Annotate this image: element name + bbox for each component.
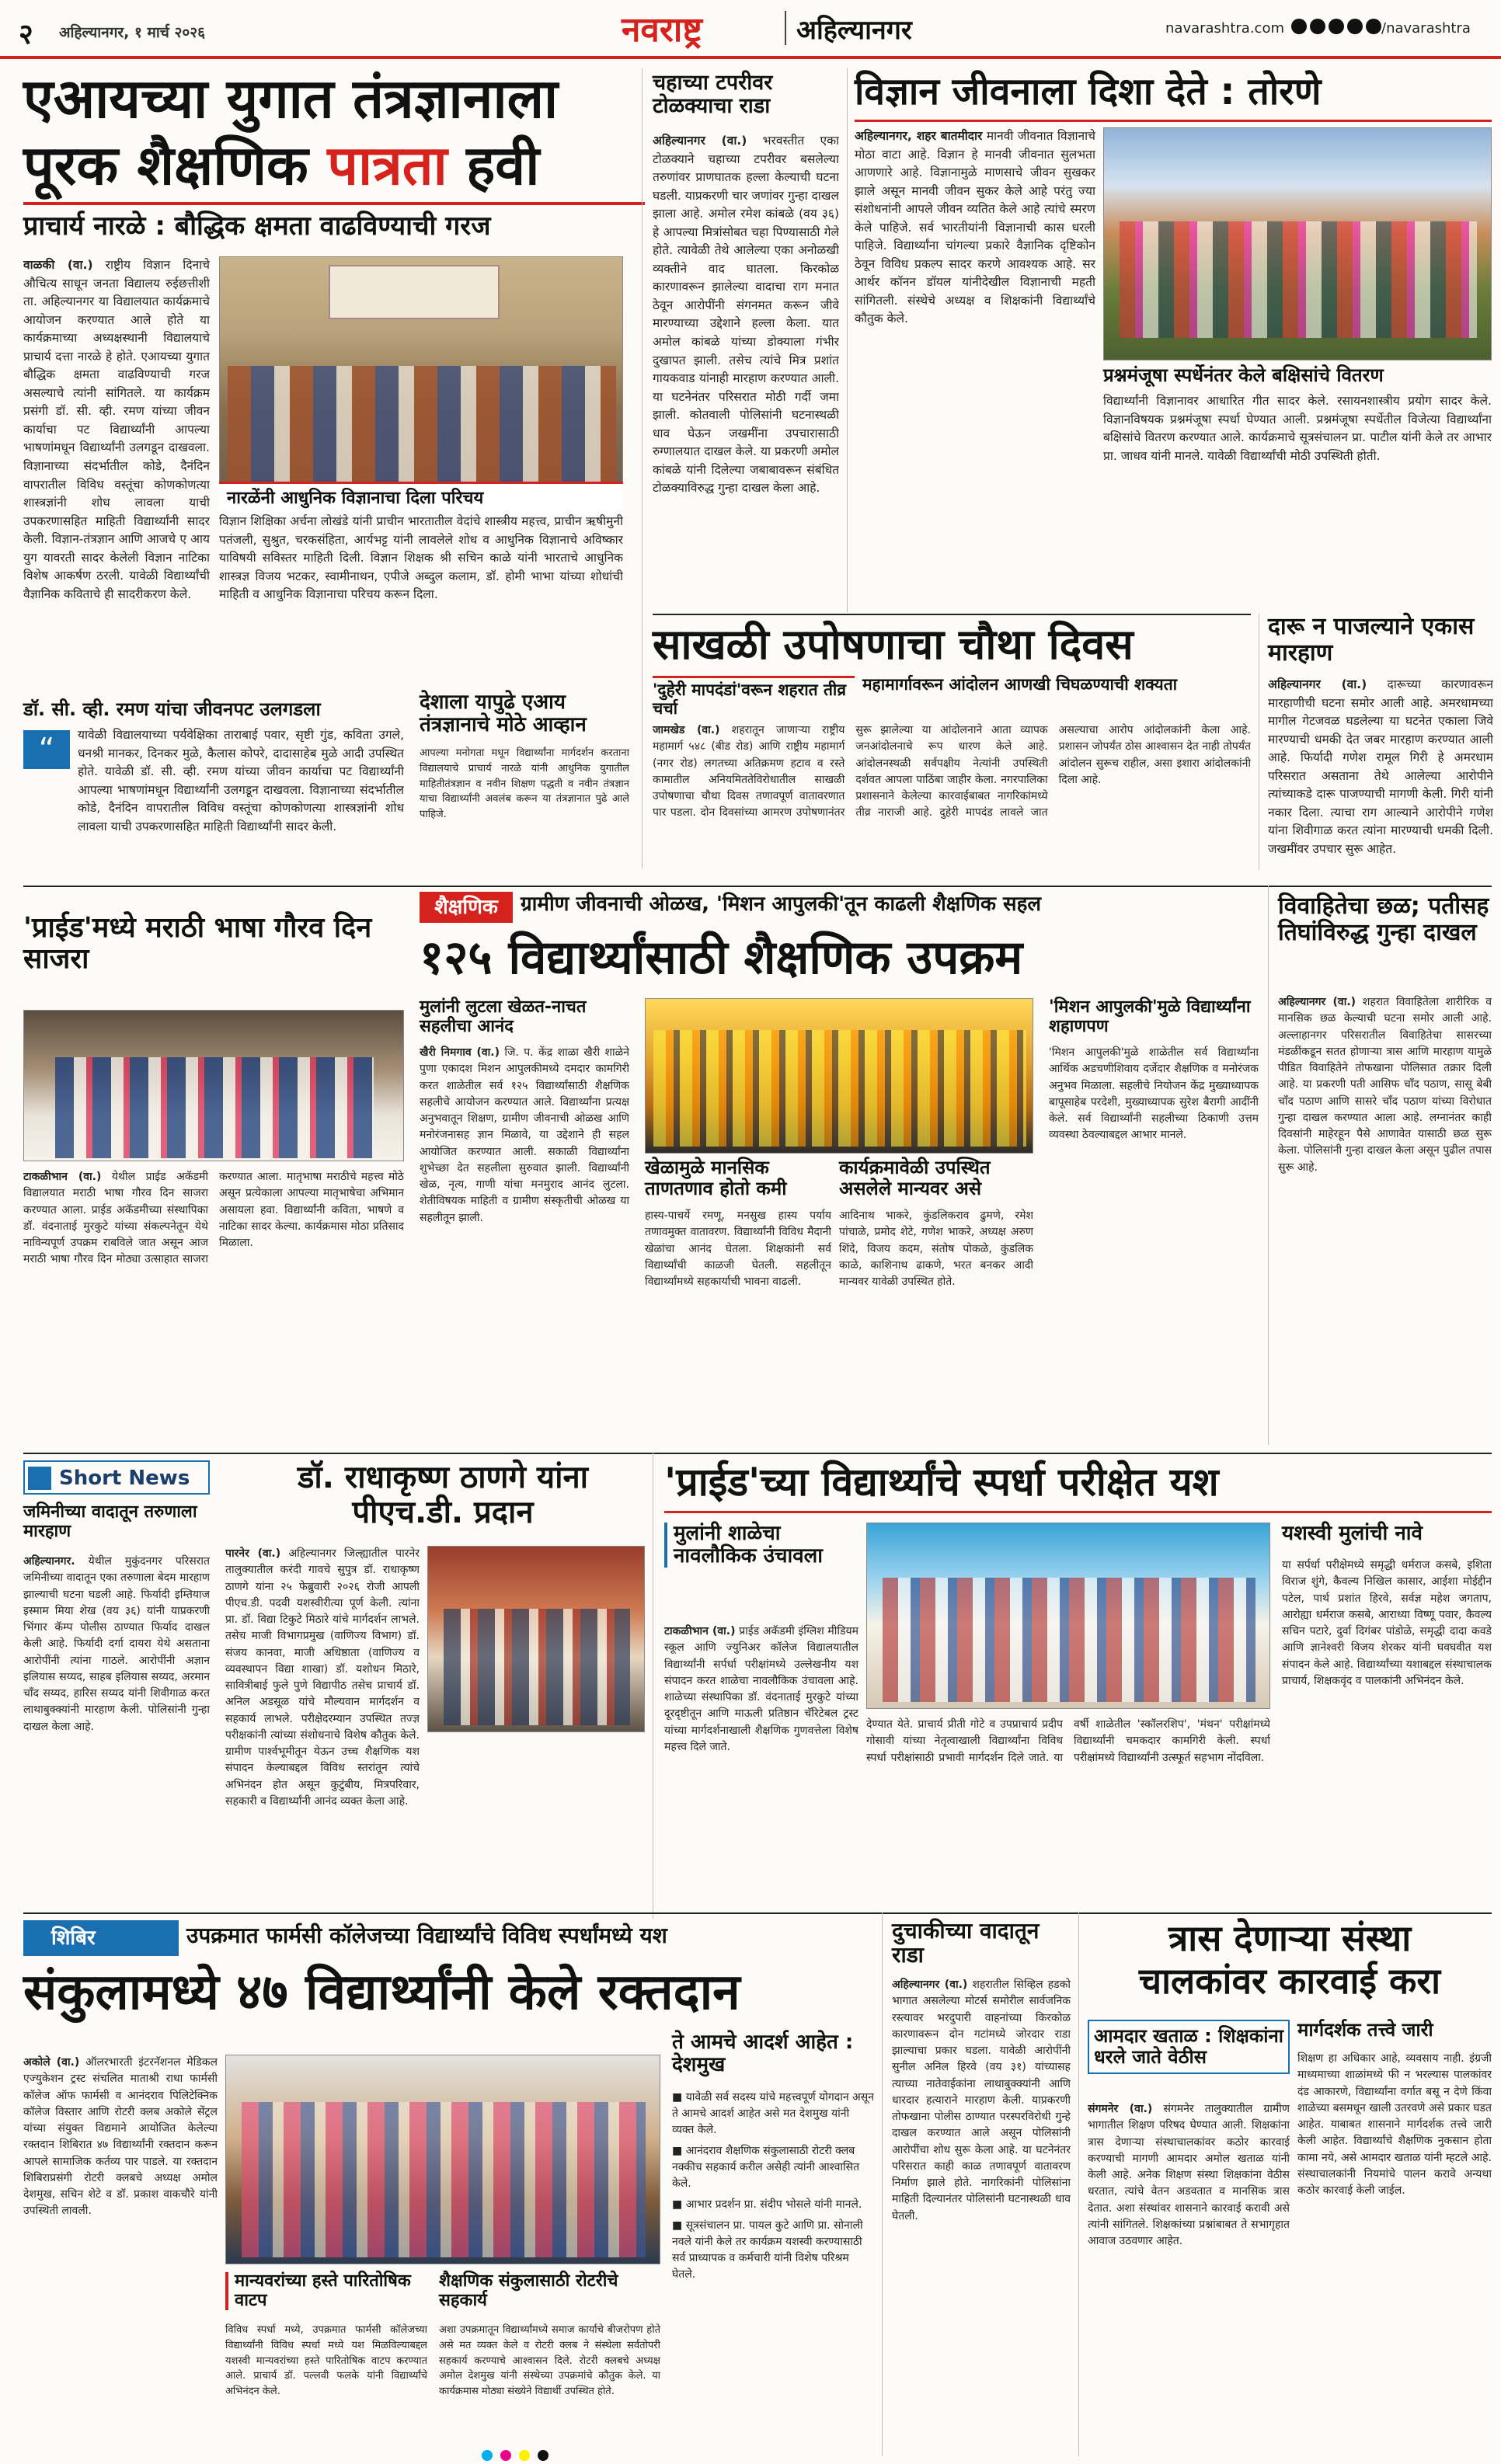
science-photo-body: विद्यार्थ्यांनी विज्ञानावर आधारित गीत सादर केले. रसायनशास्त्रीय प्रयोग सादर केले. विज्ञानविषयक प्रश्नमंजूषा स्पर्धा घेण्यात आली. प्रश्नमंजूषा स्पर्धेतील विजेत्या विद्यार्थ्यांना बक्षिसांचे वितरण करण्यात आले. कार्यक्रमाचे सूत्रसंचालन प्रा. पाटील यांनी केले तर आभार प्रा. जाधव यांनी मानले. यावेळी विद्यार्थ्यांची मोठी उपस्थिती होती. bbox=[1103, 394, 1492, 463]
pride-photo bbox=[23, 1010, 404, 1161]
camp-sub2: शैक्षणिक संकुलासाठी रोटरीचे सहकार्य bbox=[439, 2271, 618, 2310]
banner-in-photo bbox=[329, 265, 500, 319]
masthead bbox=[0, 0, 1501, 59]
shortnews-label: Short News bbox=[59, 1467, 190, 1490]
camp-kicker: उपक्रमात फार्मसी कॉलेजच्या विद्यार्थ्यांचे विविध स्पर्धांमध्ये यश bbox=[186, 1923, 667, 1948]
camp-sub2-body: अशा उपक्रमातून विद्यार्थ्यांमध्ये समाज कार्याचे बीजरोपण होते असे मत व्यक्त केले व रोटरी क्लब ने संस्थेला सर्वतोपरी सहकार्य करण्याचे आश्वासन दिले. रोटरी क्लबचे अध्यक्ष अमोल देशमुख यांनी संस्थेच्या उपक्रमांचे कौतुक केले. या कार्यक्रमास मोठ्या संख्येने विद्यार्थी उपस्थित होते. bbox=[439, 2324, 660, 2397]
fast-body: जामखेड (वा.) शहरातून जाणाऱ्या राष्ट्रीय महामार्ग ५४८ (बीड रोड) आणि राष्ट्रीय महामार्ग (नगर रोड) लगतच्या अतिक्रमण हटाव व रस्ते कामातील अनियमिततेविरोधातील साखळी उपोषणाचा चौथा दिवस तणावपूर्ण वातावरणात पार पडला. दोन दिवसांच्या आमरण उपोषणानंतर सुरू झालेल्या या आंदोलनाने आता व्यापक जनआंदोलनाचे रूप धारण केले आहे. आंदोलनस्थळी सर्वपक्षीय नेत्यांनी उपस्थिती दर्शवत आपला पाठिंबा जाहीर केला. नगरपालिका प्रशासनाने केलेल्या कारवाईबाबत नागरिकांमध्ये तीव्र नाराजी आहे. दुहेरी मापदंड लावले जात असल्याचा आरोप आंदोलकांनी केला आहे. प्रशासन जोपर्यंत ठोस आश्वासन देत नाही तोपर्यंत आंदोलन सुरूच राहील, असा इशारा आंदोलकांनी दिला आहे. bbox=[653, 724, 1251, 820]
pride2-names-body: या सर्पर्धा परीक्षेमध्ये समृद्धी धर्मराज कसबे, इशिता विराज शुंगे, कैवल्य निखिल कासार, आईशा मोईद्दीन पटेल, पार्थ प्रशांत हिरवे, सर्वज्ञ महेश जगताप, आरोह्या धर्मराज कसबे, आराध्या विष्णू पवार, कैवल्य सचिन पटारे, दुर्वा दिगंबर पांडोळे, समृद्धी दादा कवडे आणि ज्ञानेश्वरी विजय शेरकर यांनी घवघवीत यश संपादन केले आहे. विद्यार्थ्यांच्या यशाबद्दल संस्थाचालक प्राचार्य, शिक्षकवृंद व पालकांनी अभिनंदन केले. bbox=[1282, 1559, 1492, 1687]
pride-headline: 'प्राईड'मध्ये मराठी भाषा गौरव दिन साजरा bbox=[23, 912, 372, 976]
marriage-body: अहिल्यानगर (वा.) शहरात विवाहितेला शारीरिक व मानसिक छळ केल्याची घटना समोर आली आहे. अल्लाहानगर परिसरातील विवाहितेचा सासरच्या मंडळींकडून सतत होणाऱ्या त्रास आणि मारहाण यामुळे पीडित विवाहितेने तोफखाना पोलिसात तक्रार दिली आहे. या प्रकरणी पती आसिफ चाँद पठाण, सासू बेबी चाँद पठाण आणि सासरे चाँद पठाण यांच्या विरोधात गुन्हा दाखल करण्यात आला आहे. लग्नानंतर काही दिवसांनी माहेरहून पैसे आणावेत यासाठी छळ सुरू केला. पोलिसांनी गुन्हा दाखल केला असून पुढील तपास सुरू आहे. bbox=[1278, 996, 1492, 1174]
fast-headline: साखळी उपोषणाचा चौथा दिवस bbox=[653, 620, 1134, 669]
pride2-body: टाकळीभान (वा.) प्राईड अकॅडमी इंग्लिश मीडियम स्कूल आणि ज्युनिअर कॉलेज विद्यालयातील विद्यार्थ्यांनी सर्पर्धा परीक्षांमध्ये उल्लेखनीय यश संपादन करत शाळेचा नावलौकिक उंचावला आहे. शाळेच्या संस्थापिका डॉ. वंदनाताई मुरकुटे यांच्या दूरदृष्टीतून आणि माऊली प्रतिष्ठान चॅरिटेबल ट्रस्ट यांच्या मार्गदर्शनाखाली शैक्षणिक गुणवत्तेला विशेष महत्त्व दिले जाते. bbox=[664, 1625, 858, 1753]
band-photo bbox=[645, 998, 1033, 1154]
site-url[interactable]: navarashtra.com bbox=[1165, 20, 1284, 37]
edition-name: अहिल्यानगर bbox=[796, 15, 912, 46]
lead-headline-1: एआयच्या युगात तंत्रज्ञानाला bbox=[23, 67, 559, 131]
edition-date: अहिल्यानगर, १ मार्च २०२६ bbox=[59, 24, 205, 41]
harass-headline-1: त्रास देणाऱ्या संस्था bbox=[1168, 1917, 1412, 1959]
camp-body: अकोले (वा.) ऑलरभारती इंटरनॅशनल मेडिकल एज्युकेशन ट्रस्ट संचलित माताश्री राधा फार्मसी कॉलेज ऑफ फार्मसी व आनंदराव पिलिटेक्निक कॉलेज विस्तार आणि रोटरी क्लब अकोले सेंट्रल यांच्या संयुक्त विद्यमाने आयोजित केलेल्या रक्तदान शिबिरात ४७ विद्यार्थ्यांनी रक्तदान करून आपले सामाजिक कर्तव्य पार पाडले. या रक्तदान शिबिराप्रसंगी रोटरी क्लबचे अध्यक्ष अमोल देशमुख, सचिन शेटे व डॉ. प्रकाश वाकचौरे यांनी उपस्थिती लावली. bbox=[23, 2056, 218, 2218]
arrow-icon bbox=[28, 1467, 51, 1490]
band-sub2-body: 'मिशन आपुलकी'मुळे शाळेतील सर्व विद्यार्थ्यांना आर्थिक अडचणीशिवाय दर्जेदार शैक्षणिक व मनोरंजक अनुभव मिळाला. सहलीचे नियोजन केंद्र मुख्याध्यापक बापूसाहेब परदेशी, मुख्याध्यापक सुरेश बैरागी आदींनी केले. सर्व विद्यार्थ्यांनी सहलीच्या ठिकाणी उत्तम व्यवस्था ठेवल्याबद्दल आभार मानले. bbox=[1049, 1046, 1259, 1142]
camp-photo-caption: मान्यवरांच्या हस्ते पारितोषिक वाटप bbox=[225, 2272, 427, 2310]
lead-sub3: देशाला यापुढे एआय तंत्रज्ञानाचे मोठे आव्हान bbox=[420, 691, 587, 737]
camp-photo-body: विविध स्पर्धा मध्ये, उपक्रमात फार्मसी कॉलेजच्या विद्यार्थ्यांनी विविध स्पर्धा मध्ये यश मिळविल्याबद्दल यशस्वी मान्यवरांच्या हस्ते पारितोषिक वाटप करण्यात आले. प्राचार्य डॉ. पल्लवी फलके यांनी विद्यार्थ्यांचे अभिनंदन केले. bbox=[225, 2324, 427, 2397]
people-group bbox=[228, 366, 616, 490]
harass-sub2: मार्गदर्शक तत्त्वे जारी bbox=[1297, 2019, 1433, 2041]
pride-students bbox=[55, 1057, 374, 1158]
camp-sub3: ते आमचे आदर्श आहेत : देशमुख bbox=[672, 2031, 854, 2077]
children-group bbox=[653, 1030, 1026, 1147]
lead-sub2: डॉ. सी. व्ही. रमण यांचा जीवनपट उलगडला bbox=[23, 698, 321, 720]
shortnews-box bbox=[23, 1460, 210, 1495]
tea-body: अहिल्यानगर (वा.) भरवस्तीत एका टोळक्याने चहाच्या टपरीवर बसलेल्या तरुणांवर प्राणघातक हल्ला केल्याची घटना घडली. याप्रकरणी चार जणांवर गुन्हा दाखल झाला आहे. अमोल रमेश कांबळे (वय ३६) हे आपल्या मित्रांसोबत चहा पिण्यासाठी गेले होते. त्यावेळी तेथे आलेल्या एका अनोळखी व्यक्तीने वाद घातला. किरकोळ कारणावरून झालेल्या वादाचा राग मनात ठेवून आरोपींनी संगनमत करून जीवे मारण्याच्या उद्देशाने हल्ला केला. यात अमोल कांबळे यांच्या डोक्याला गंभीर दुखापत झाली. तसेच त्यांचे मित्र प्रशांत गायकवाड यांनाही मारहाण करण्यात आली. या घटनेनंतर परिसरात मोठी गर्दी जमा झाली. कोतवाली पोलिसांनी घटनास्थळी धाव घेऊन जखमींना उपचारासाठी रुग्णालयात दाखल केले. या प्रकरणी अमोल कांबळे यांनी दिलेल्या जबाबावरून संबंधित टोळक्याविरुद्ध गुन्हा दाखल केला आहे. bbox=[653, 134, 839, 496]
marriage-headline: विवाहितेचा छळ; पतीसह तिघांविरुद्ध गुन्हा दाखल bbox=[1278, 893, 1489, 946]
harass-sub2-body: शिक्षण हा अधिकार आहे, व्यवसाय नाही. इंग्रजी माध्यमाच्या शाळांमध्ये फी न भरल्यास पालकांवर दंड आकारणे, विद्यार्थ्यांना वर्गात बसू न देणे किंवा शाळेच्या बसमधून खाली उतरवणे असे प्रकार घडत आहेत. याबाबत शासनाने मार्गदर्शक तत्त्वे जारी केली आहेत. विद्यार्थ्यांचे शैक्षणिक नुकसान होता कामा नये, असे आमदार खताळ यांनी म्हटले आहे. संस्थाचालकांनी नियमांचे पालन करावे अन्यथा कठोर कारवाई केली जाईल. bbox=[1297, 2052, 1492, 2198]
camp-sub3-list bbox=[672, 2090, 874, 2447]
linkedin-icon[interactable] bbox=[1366, 19, 1381, 34]
band-photo1-caption: खेळामुळे मानसिक ताणतणाव होतो कमी bbox=[645, 1157, 787, 1199]
brand-logo: नवराष्ट्र bbox=[622, 10, 702, 50]
tea-headline: चहाच्या टपरीवर टोळक्याचा राडा bbox=[653, 71, 773, 119]
camp-sub3-item: ■ आभार प्रदर्शन प्रा. संदीप भोसले यांनी मानले. bbox=[672, 2198, 862, 2211]
pride2-names-title: यशस्वी मुलांची नावे bbox=[1282, 1522, 1423, 1545]
pride-body: टाकळीभान (वा.) येथील प्राईड अकॅडमी विद्यालयात मराठी भाषा गौरव दिन साजरा करण्यात आला. प्राईड अकॅडमीच्या संस्थापिका डॉ. वंदनाताई मुरकुटे यांच्या संकल्पनेतून येथे नाविन्यपूर्ण उपक्रम राबविले जात असून आज मराठी भाषा गौरव दिन मोठ्या उत्साहात साजरा करण्यात आला. मातृभाषा मराठीचे महत्त्व मोठे असून प्रत्येकाला आपल्या मातृभाषेचा अभिमान असायला हवा. विद्यार्थ्यांनी कविता, भाषणे व नाटिका सादर केल्या. कार्यक्रमास मोठा प्रतिसाद मिळाला. bbox=[23, 1171, 404, 1266]
lead-photo bbox=[219, 256, 623, 513]
pride2-photo bbox=[866, 1523, 1270, 1709]
camp-photo bbox=[225, 2055, 660, 2264]
pride2-photo-body: देण्यात येते. प्राचार्य प्रीती गोटे व उपप्राचार्य प्रदीप गोसावी यांच्या नेतृत्वाखाली विद्यार्थ्यांना विविध स्पर्धा परीक्षांसाठी प्रभावी मार्गदर्शन दिले जाते. या वर्षी शाळेतील 'स्कॉलरशिप', 'मंथन' परीक्षांमध्ये विद्यार्थ्यांनी चमकदार कामगिरी केली. स्पर्धा परीक्षांमध्ये विद्यार्थ्यांनी उत्स्फूर्त सहभाग नोंदविला. bbox=[866, 1718, 1270, 1764]
masthead-divider bbox=[785, 11, 786, 45]
register-marks bbox=[482, 2450, 549, 2461]
science-photo-caption: प्रश्नमंजूषा स्पर्धेनंतर केले बक्षिसांचे वितरण bbox=[1103, 364, 1384, 386]
camp-sub3-item: ■ सूत्रसंचालन प्रा. पायल कुटे आणि प्रा. सोनाली नवले यांनी केले तर कार्यक्रम यशस्वी करण्यासाठी सर्व प्राध्यापक व कर्मचारी यांनी विशेष परिश्रम घेतले. bbox=[672, 2219, 863, 2281]
camp-headline: संकुलामध्ये ४७ विद्यार्थ्यांनी केले रक्तदान bbox=[23, 1964, 740, 2021]
band-headline: १२५ विद्यार्थ्यांसाठी शैक्षणिक उपक्रम bbox=[420, 931, 1023, 985]
lead-rule bbox=[23, 202, 645, 205]
phd-photo bbox=[427, 1546, 645, 1732]
youtube-icon[interactable] bbox=[1347, 19, 1363, 34]
x-icon[interactable] bbox=[1310, 19, 1325, 34]
fast-sub-right: महामार्गावरून आंदोलन आणखी चिघळण्याची शक्यता bbox=[862, 675, 1178, 694]
page-number: २ bbox=[19, 19, 33, 50]
band-photo2-body: आदिनाथ भाकरे, कुंडलिकराव ढुमणे, रमेश पांचाळे, प्रमोद शेटे, गणेश भाकरे, अध्यक्ष अरुण शिंदे, विजय कदम, संतोष पोकळे, कुंडलिक काळे, काशिनाथ ढाकणे, भरत बनकर आदी मान्यवर यावेळी उपस्थित होते. bbox=[839, 1209, 1033, 1289]
social-icons bbox=[1291, 19, 1381, 34]
quote-icon: “ bbox=[23, 730, 70, 769]
science-headline: विज्ञान जीवनाला दिशा देते : तोरणे bbox=[855, 70, 1322, 113]
social-handle[interactable]: /navarashtra bbox=[1381, 20, 1471, 37]
ceremony-group bbox=[444, 1609, 630, 1725]
band-sub1: मुलांनी लुटला खेळत-नाचत सहलीचा आनंद bbox=[420, 997, 587, 1036]
pride2-students bbox=[883, 1578, 1255, 1702]
shortnews-body: अहिल्यानगर. येथील मुकुंदनगर परिसरात जमिनीच्या वादातून एका तरुणाला बेदम मारहाण झाल्याची घटना घडली आहे. फिर्यादी इम्तियाज इस्माम मिया शेख (वय ३६) यांनी याप्रकरणी भिंगार कॅम्प पोलीस ठाण्यात फिर्याद दाखल केली आहे. फिर्यादी दर्गा दायरा येथे असताना आरोपींनी त्यांना गाठले. आरोपींनी अज्ञान इलियास सय्यद, साहब इलियास सय्यद, अरमान चाँद सय्यद, हारिस सय्यद यांनी शिवीगाळ करत लाथाबुक्क्यांनी मारहाण केली. पोलिसांनी गुन्हा दाखल केला आहे. bbox=[23, 1555, 210, 1733]
harass-headline-2: चालकांवर कारवाई करा bbox=[1138, 1960, 1441, 2002]
lead-headline-2: पूरक शैक्षणिक पात्रता हवी bbox=[23, 134, 540, 197]
facebook-icon[interactable] bbox=[1291, 19, 1307, 34]
band-sub2: 'मिशन आपुलकी'मुळे विद्यार्थ्यांना शहाणपण bbox=[1049, 997, 1251, 1036]
liquor-headline: दारू न पाजल्याने एकास मारहाण bbox=[1268, 613, 1475, 666]
lead-photo-caption: नारळेंनी आधुनिक विज्ञानाचा दिला परिचय bbox=[219, 482, 623, 513]
band-photo2-caption: कार्यक्रमावेळी उपस्थित असलेले मान्यवर असे bbox=[839, 1157, 991, 1199]
camp-tag: शिबिर bbox=[23, 1920, 179, 1956]
phd-body: पारनेर (वा.) अहिल्यानगर जिल्ह्यातील पारनेर तालुक्यातील करंदी गावचे सुपुत्र डॉ. राधाकृष्ण ठाणगे यांना २५ फेब्रुवारी २०२६ रोजी आपली पीएच.डी. पदवी यशस्वीरीत्या पूर्ण केली. त्यांना प्रा. डॉ. विद्या टिकुटे मिठारे यांचे मार्गदर्शन लाभले. तसेच माजी विभागप्रमुख (वाणिज्य विभाग) डॉ. संजय कानवा, माजी अधिष्ठाता (वाणिज्य व व्यवस्थापन विद्या शाखा) डॉ. यशोधन मिठारे, सावित्रीबाई फुले पुणे विद्यापीठ तसेच प्राचार्य डॉ. अनिल अडसूळ यांचे मौल्यवान मार्गदर्शन व सहकार्य लाभले. परीक्षेदरम्यान उपस्थित तज्ज्ञ परीक्षकांनी त्यांच्या संशोधनाचे विशेष कौतुक केले. ग्रामीण पार्श्वभूमीतून येऊन उच्च शैक्षणिक यश संपादन केल्याबद्दल विविध स्तरांतून त्यांचे अभिनंदन होत असून कुटुंबीय, मित्रपरिवार, सहकारी व विद्यार्थ्यांनी आनंद व्यक्त केला आहे. bbox=[225, 1547, 420, 1808]
harass-sub: आमदार खताळ : शिक्षकांना धरले जाते वेठीस bbox=[1088, 2020, 1290, 2074]
band-kicker: ग्रामीण जीवनाची ओळख, 'मिशन आपुलकी'तून काढली शैक्षणिक सहल bbox=[521, 893, 1041, 916]
fast-sub-left: 'दुहेरी मापदंडां'वरून शहरात तीव्र चर्चा bbox=[653, 676, 855, 718]
camp-sub3-item: ■ यावेळी सर्व सदस्य यांचे महत्त्वपूर्ण योगदान असून ते आमचे आदर्श आहेत असे मत देशमुख यांनी व्यक्त केले. bbox=[672, 2091, 874, 2136]
lead-subhead: प्राचार्य नारळे : बौद्धिक क्षमता वाढविण्याची गरज bbox=[23, 211, 491, 242]
band-photo1-body: हास्य-पाचर्ये रमणू, मनसुख हास्य पर्याय तणावमुक्त वातावरण. विद्यार्थ्यांनी विविध मैदानी खेळांचा आनंद घेतला. शिक्षकांनी सर्व विद्यार्थ्यांची काळजी घेतली. सहलीतून विद्यार्थ्यांमध्ये सहकार्याची भावना वाढली. bbox=[645, 1209, 831, 1289]
instagram-icon[interactable] bbox=[1329, 19, 1344, 34]
bike-body: अहिल्यानगर (वा.) शहरातील सिव्हिल हडको भागात असलेल्या मोटर्स समोरील सार्वजनिक रस्त्यावर भरदुपारी वाहनांच्या किरकोळ कारणावरून दोन गटांमध्ये जोरदार राडा झाल्याचा प्रकार घडला. यावेळी आरोपींनी सुनील अनिल हिरवे (वय ३१) यांच्यासह त्याच्या नातेवाईकांना लाथाबुक्क्यांनी आणि धारदार हत्याराने मारहाण केली. याप्रकरणी तोफखाना पोलीस ठाण्यात परस्परविरोधी गुन्हे दाखल करण्यात आले असून पोलिसांनी आरोपींचा शोध सुरू केला आहे. या घटनेनंतर परिसरात काही काळ तणावपूर्ण वातावरण निर्माण झाले होते. नागरिकांनी पोलिसांना माहिती दिल्यानंतर पोलिसांनी घटनास्थळी धाव घेतली. bbox=[892, 1979, 1071, 2222]
band-tag: शैक्षणिक bbox=[420, 892, 513, 923]
lead-sub3-body: आपल्या मनोगता मधून विद्यार्थ्यांना मार्गदर्शन करताना विद्यालयाचे प्राचार्य नारळे यांनी आधुनिक युगातील माहितीतंत्रज्ञान व नवीन शिक्षण पद्धती व नवीन तंत्रज्ञान याचा विद्यार्थ्यांनी अवलंब करून या तंत्रज्ञानात पुढे आले पाहिजे. bbox=[420, 747, 629, 820]
shortnews-headline: जमिनीच्या वादातून तरुणाला मारहाण bbox=[23, 1502, 197, 1541]
science-body: अहिल्यानगर, शहर बातमीदार मानवी जीवनात विज्ञानाचे मोठा वाटा आहे. विज्ञान हे मानवी जीवनात सुलभता आणणारे आहे. विज्ञानामुळे माणसाचे जीवन सुखकर झाले असून मानवी जीवन सुकर केले आहे परंतु ज्या संशोधनांनी आपले जीवन व्यतित केले आहे त्यांचे स्मरण केले पाहिजे. सर्व भारतीयांनी विज्ञानाची कास धरली पाहिजे. विद्यार्थ्यांना चांगल्या प्रकारे वैज्ञानिक दृष्टिकोन ठेवून विविध प्रकल्प सादर करणे आवश्यक आहे. सर आर्थर कॉनन डॉयल यांनीदेखील विज्ञानाची महती सांगितली. संस्थेचे अध्यक्ष व शिक्षकांनी विद्यार्थ्यांचे कौतुक केले. bbox=[855, 129, 1095, 326]
students-group bbox=[1120, 221, 1477, 338]
camp-students bbox=[242, 2102, 646, 2257]
lead-sub2-body: यावेळी विद्यालयाच्या पर्यवेक्षिका ताराबाई पवार, सृष्टी गुंड, कविता उगले, धनश्री मानकर, दिनकर मुळे, कैलास कोपरे, दादासाहेब मुळे आदी उपस्थित होते. यावेळी डॉ. सी. व्ही. रमण यांच्या जीवन कार्याचा पट विद्यार्थ्यांनी आपल्या भाषणांमधून विद्यार्थ्यांनी उलगडून दाखवला. विज्ञानाच्या संदर्भातील कोडे, दैनंदिन वापरातील विविध वस्तूंचा कोणकोणत्या शास्त्रज्ञांनी शोध लावला याची उपकरणासहित माहिती विद्यार्थ्यांनी सादर केली. bbox=[78, 728, 404, 834]
pride2-headline: 'प्राईड'च्या विद्यार्थ्यांचे स्पर्धा परीक्षेत यश bbox=[664, 1460, 1219, 1505]
pride2-sub: मुलांनी शाळेचा नावलौकिक उंचावला bbox=[664, 1523, 858, 1568]
lead-body: वाळकी (वा.) राष्ट्रीय विज्ञान दिनाचे औचित्य साधून जनता विद्यालय रुईछत्तीशी ता. अहिल्यानगर या विद्यालयात कार्यक्रमाचे आयोजन करण्यात आले होते या कार्यक्रमाच्या अध्यक्षस्थानी विद्यालयाचे प्राचार्य दत्ता नारळे हे होते. एआयच्या युगात बौद्धिक क्षमता वाढविण्याची गरज असल्याचे त्यांनी सांगितले. या कार्यक्रम प्रसंगी डॉ. सी. व्ही. रमण यांच्या जीवन कार्याचा पट विद्यार्थ्यांनी आपल्या भाषणांमधून विद्यार्थ्यांनी उलगडून दाखवला. विज्ञानाच्या संदर्भातील कोडे, दैनंदिन वापरातील विविध वस्तूंचा कोणकोणत्या शास्त्रज्ञांनी शोध लावला याची उपकरणासहित माहिती विद्यार्थ्यांनी सादर केली. विज्ञान-तंत्रज्ञान आणि आजचे ए आय युग यावरती सादर केलेली विज्ञान नाटिका विशेष आकर्षण ठरली. यावेळी विद्यार्थ्यांची वैज्ञानिक कविताचे ही सादरीकरण केले. bbox=[23, 258, 210, 601]
lead-photo-body: विज्ञान शिक्षिका अर्चना लोखंडे यांनी प्राचीन भारतातील वेदांचे शास्त्रीय महत्त्व, प्राचीन ऋषीमुनी पतंजली, सुश्रुत, चरकसंहिता, आर्यभट्ट यांनी लावलेले शोध व आधुनिक विज्ञानाचे अविष्कार याविषयी सविस्तर माहिती दिली. विज्ञान शिक्षक श्री सचिन काळे यांनी भारताचे आधुनिक शास्त्रज्ञ विजय भटकर, स्वामीनाथन, एपीजे अब्दुल कलाम, डॉ. होमी भाभा यांच्या शोधांची माहिती व आधुनिक विज्ञानाचा परिचय करून दिला. bbox=[219, 514, 623, 602]
camp-sub3-item: ■ आनंदराव शैक्षणिक संकुलासाठी रोटरी क्लब नक्कीच सहकार्य करील असेही त्यांनी आश्वासित केले. bbox=[672, 2145, 860, 2190]
science-photo bbox=[1103, 127, 1492, 360]
bike-headline: दुचाकीच्या वादातून राडा bbox=[892, 1918, 1040, 1968]
band-body: खैरी निमगाव (वा.) जि. प. केंद्र शाळा खैरी शाळेने पुणा एकादश मिशन आपुलकीमध्ये दमदार कामगिरी करत शाळेतील सर्व १२५ विद्यार्थ्यांसाठी शैक्षणिक सहलीचे आयोजन करण्यात आले. विद्यार्थ्यांना प्रत्यक्ष अनुभवातून शिक्षण, ग्रामीण जीवनाची ओळख आणि मनोरंजनासह ज्ञान मिळावे, या उद्देशाने ही सहल आयोजित करण्यात आली. सकाळी विद्यार्थ्यांना शुभेच्छा देत सहलीला सुरुवात झाली. विद्यार्थ्यांनी खेळ, नृत्य, गाणी यांचा मनमुराद आनंद लुटला. शेतीविषयक माहिती व ग्रामीण संस्कृतीची ओळख या सहलीतून झाली. bbox=[420, 1046, 629, 1224]
liquor-body: अहिल्यानगर (वा.) दारूच्या कारणावरून मारहाणीची घटना समोर आली आहे. अमरधामच्या मागील गेटजवळ घडलेल्या या घटनेत एकाला जिवे मारण्याची धमकी देत जबर मारहाण करण्यात आली आहे. फिर्यादी गणेश रामूल गिरी हे अमरधाम परिसरात असताना तेथे आलेल्या आरोपीने त्यांच्याकडे दारू पाजण्याची मागणी केली. गिरी यांनी नकार दिला. त्याचा राग आल्याने आरोपीने गणेश यांना शिवीगाळ करत त्यांना मारण्याची धमकी दिली. जखमींवर उपचार सुरू आहेत. bbox=[1268, 677, 1493, 856]
phd-headline: डॉ. राधाकृष्ण ठाणगे यांना पीएच.डी. प्रदान bbox=[297, 1460, 589, 1530]
harass-body: संगमनेर (वा.) संगमनेर तालुक्यातील ग्रामीण भागातील शिक्षण परिषद घेण्यात आली. शिक्षकांना त्रास देणाऱ्या संस्थाचालकांवर कठोर कारवाई करण्याची मागणी आमदार अमोल खताळ यांनी केली आहे. अनेक शिक्षण संस्था शिक्षकांना वेठीस धरतात, त्यांचे वेतन अडवतात व मानसिक त्रास देतात. अशा संस्थांवर शासनाने कारवाई करावी असे त्यांनी सांगितले. शिक्षकांच्या प्रश्नांबाबत ते सभागृहात आवाज उठवणार आहेत. bbox=[1088, 2103, 1290, 2248]
